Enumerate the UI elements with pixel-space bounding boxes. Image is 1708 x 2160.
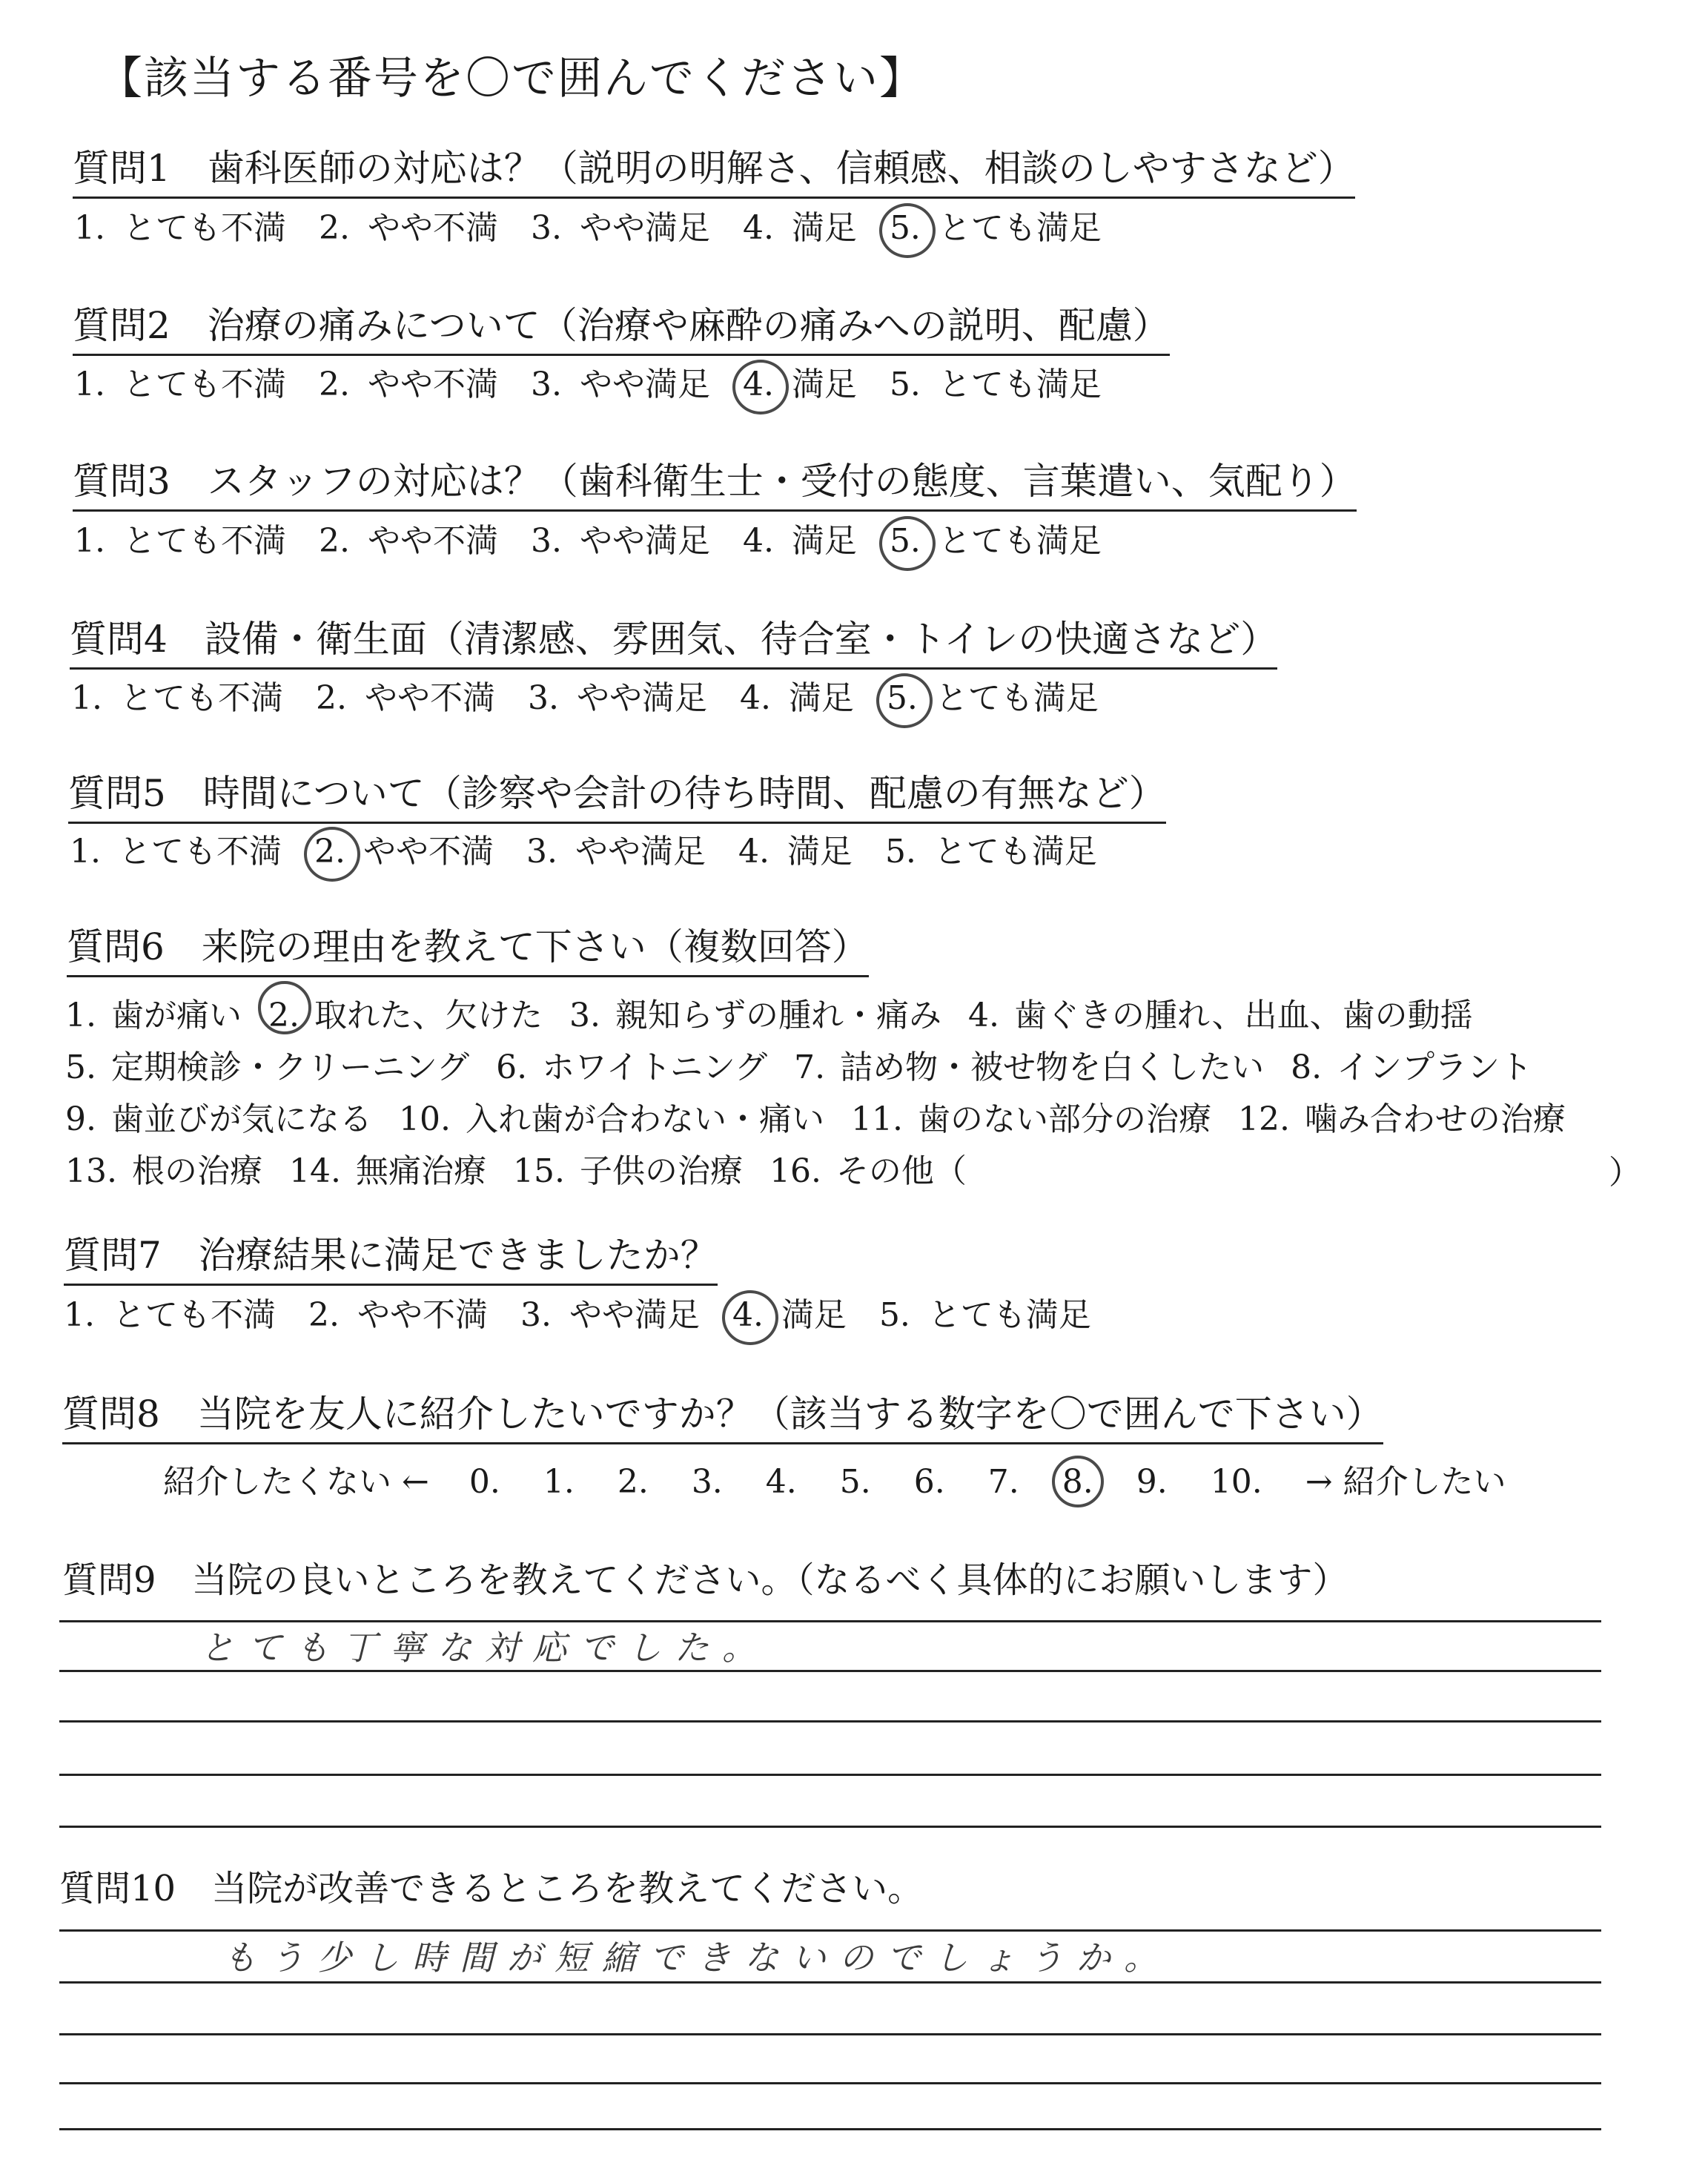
reason-row — [65, 1094, 1592, 1146]
option-label: やや満足 — [569, 1296, 700, 1334]
option-label: やや不満 — [367, 522, 498, 560]
option-number: 3. — [569, 997, 600, 1034]
option-label: やや不満 — [367, 366, 498, 403]
option-number: 3. — [526, 833, 557, 871]
scale-number: 8. — [1062, 1463, 1093, 1501]
option-label: ホワイトニング — [542, 1048, 768, 1086]
reason-option — [569, 990, 941, 1042]
option-label: 歯並びが気になる — [110, 1100, 372, 1138]
option-number: 9. — [65, 1100, 96, 1138]
answer-line — [59, 2033, 1601, 2035]
option — [527, 679, 707, 717]
question-6-options — [65, 990, 1592, 1198]
option-number: 3. — [527, 679, 559, 717]
option-label: とても満足 — [938, 366, 1102, 403]
reason-option — [65, 990, 242, 1042]
option-label: 満足 — [788, 679, 854, 717]
option-number: 16. — [769, 1152, 821, 1190]
option-number: 2. — [318, 522, 350, 560]
option-label: 取れた、欠けた — [314, 997, 543, 1034]
scale-number: 0. — [469, 1463, 500, 1501]
option-number: 8. — [1291, 1048, 1323, 1086]
option-label: 子供の治療 — [579, 1152, 743, 1190]
option — [742, 366, 857, 403]
question-1-options — [74, 209, 1134, 247]
option-number: 7. — [794, 1048, 826, 1086]
option-number: 4. — [738, 833, 769, 871]
answer-line — [59, 1720, 1601, 1723]
form-title: 【該当する番号を〇で囲んでください】 — [98, 53, 925, 105]
option-number: 4. — [742, 366, 774, 403]
question-6-heading: 質問6 来院の理由を教えて下さい（複数回答） — [67, 927, 869, 977]
option-number: 2. — [268, 990, 299, 1042]
option-label: とても不満 — [112, 1296, 276, 1334]
option — [884, 833, 1097, 871]
reason-row — [65, 990, 1592, 1042]
reason-option — [968, 990, 1473, 1042]
option — [71, 679, 283, 717]
option-label: インプラント — [1337, 1048, 1533, 1086]
reason-option — [268, 990, 543, 1042]
option — [315, 679, 495, 717]
option-label: 満足 — [787, 833, 853, 871]
answer-line — [59, 1670, 1601, 1672]
option-label: とても満足 — [938, 209, 1102, 247]
option — [738, 833, 853, 871]
option-number: 5. — [886, 679, 918, 717]
option-label: 根の治療 — [131, 1152, 262, 1190]
reason-row — [65, 1042, 1592, 1094]
option-label: その他（ — [835, 1152, 967, 1190]
option-number: 4. — [967, 997, 999, 1034]
option-number: 4. — [732, 1296, 764, 1334]
option — [530, 522, 710, 560]
option-label: 噛み合わせの治療 — [1304, 1100, 1566, 1138]
option-number: 5. — [889, 366, 921, 403]
option — [70, 833, 282, 871]
option — [526, 833, 706, 871]
option-number: 15. — [512, 1152, 565, 1190]
option-number: 5. — [889, 522, 921, 560]
reason-option — [65, 1094, 372, 1146]
option — [74, 522, 286, 560]
reason-option — [289, 1146, 486, 1198]
option-number: 5. — [884, 833, 916, 871]
question-4-heading: 質問4 設備・衛生面（清潔感、雰囲気、待合室・トイレの快適さなど） — [70, 619, 1277, 670]
option-number: 5. — [65, 1048, 96, 1086]
option — [878, 1296, 1091, 1334]
option-label: やや満足 — [576, 679, 707, 717]
option-number: 2. — [318, 209, 350, 247]
question-7-options — [64, 1296, 1124, 1334]
option-number: 1. — [70, 833, 101, 871]
option-number: 4. — [742, 209, 774, 247]
option-number: 11. — [850, 1100, 903, 1138]
scale-number: 10. — [1210, 1463, 1262, 1501]
scale-number: 2. — [617, 1463, 649, 1501]
question-3-heading: 質問3 スタッフの対応は？（歯科衛生士・受付の態度、言葉遣い、気配り） — [73, 461, 1357, 512]
option — [732, 1296, 847, 1334]
answer-line — [59, 2128, 1601, 2130]
option-label: 無痛治療 — [355, 1152, 486, 1190]
reason-option — [65, 1042, 469, 1094]
option — [318, 366, 498, 403]
option-label: やや満足 — [579, 209, 710, 247]
option-number: 2. — [318, 366, 350, 403]
reason-option — [851, 1094, 1211, 1146]
option — [886, 679, 1099, 717]
option-label: とても満足 — [933, 833, 1097, 871]
option — [318, 522, 498, 560]
option-number: 2. — [308, 1296, 340, 1334]
question-5-heading: 質問5 時間について（診察や会計の待ち時間、配慮の有無など） — [68, 773, 1166, 824]
question-9-answer: とても丁寧な対応でした。 — [200, 1628, 769, 1668]
reason-option — [1291, 1042, 1532, 1094]
option-label: 親知らずの腫れ・痛み — [615, 997, 941, 1034]
question-1-heading: 質問1 歯科医師の対応は？（説明の明解さ、信頼感、相談のしやすさなど） — [73, 148, 1355, 199]
option-number: 14. — [288, 1152, 341, 1190]
option — [314, 833, 494, 871]
option-number: 1. — [74, 366, 105, 403]
option-number: 2. — [315, 679, 347, 717]
reason-option — [513, 1146, 743, 1198]
scale-number: 9. — [1136, 1463, 1168, 1501]
option-number: 6. — [496, 1048, 528, 1086]
option-label: やや満足 — [575, 833, 706, 871]
option-number: 5. — [889, 209, 921, 247]
option — [74, 366, 286, 403]
scale-left-label: 紹介したくない ← — [163, 1463, 429, 1501]
option-label: 詰め物・被せ物を白くしたい — [840, 1048, 1265, 1086]
reason-option — [65, 1146, 262, 1198]
option-number: 4. — [739, 679, 771, 717]
option-label: やや満足 — [579, 522, 710, 560]
option — [889, 366, 1102, 403]
option-label: とても不満 — [122, 209, 286, 247]
question-7-heading: 質問7 治療結果に満足できましたか？ — [64, 1235, 718, 1286]
option-label: 歯ぐきの腫れ、出血、歯の動揺 — [1013, 997, 1473, 1034]
question-9-heading: 質問9 当院の良いところを教えてください。（なるべく具体的にお願いします） — [62, 1559, 1348, 1601]
option-label: やや不満 — [364, 679, 495, 717]
answer-line — [59, 1981, 1601, 1984]
option-number: 1. — [65, 997, 96, 1034]
option-number: 3. — [530, 366, 562, 403]
option-label: 満足 — [781, 1296, 847, 1334]
option-label: やや不満 — [357, 1296, 488, 1334]
question-10-answer: もう少し時間が短縮できないのでしょうか。 — [222, 1938, 1171, 1978]
option-number: 12. — [1237, 1100, 1290, 1138]
option-label: とても満足 — [927, 1296, 1091, 1334]
scale-number: 1. — [543, 1463, 575, 1501]
option — [318, 209, 498, 247]
option-number: 1. — [71, 679, 102, 717]
option — [889, 209, 1102, 247]
option-label: 歯が痛い — [110, 997, 242, 1034]
other-close-paren: ） — [1609, 1154, 1641, 1192]
option-number: 2. — [314, 833, 345, 871]
option — [530, 209, 710, 247]
option-number: 10. — [398, 1100, 451, 1138]
scale-number: 4. — [765, 1463, 797, 1501]
option-number: 1. — [74, 522, 105, 560]
option-label: とても不満 — [119, 679, 283, 717]
reason-option — [399, 1094, 824, 1146]
reason-row — [65, 1146, 1592, 1198]
scale-number: 3. — [691, 1463, 723, 1501]
option-label: やや不満 — [363, 833, 494, 871]
reason-option — [1238, 1094, 1566, 1146]
reason-option — [496, 1042, 767, 1094]
option-label: 定期検診・クリーニング — [110, 1048, 470, 1086]
option — [64, 1296, 276, 1334]
option-label: とても不満 — [118, 833, 282, 871]
option-label: とても不満 — [122, 366, 286, 403]
option-number: 4. — [742, 522, 774, 560]
question-2-heading: 質問2 治療の痛みについて（治療や麻酔の痛みへの説明、配慮） — [73, 305, 1170, 356]
option-label: 満足 — [791, 209, 857, 247]
question-8-heading: 質問8 当院を友人に紹介したいですか？（該当する数字を〇で囲んで下さい） — [62, 1394, 1383, 1444]
option-label: 歯のない部分の治療 — [917, 1100, 1211, 1138]
scale-number: 6. — [913, 1463, 945, 1501]
option-label: 入れ歯が合わない・痛い — [465, 1100, 824, 1138]
scale-number: 5. — [839, 1463, 871, 1501]
option-label: 満足 — [791, 366, 857, 403]
option — [742, 209, 857, 247]
question-5-options — [70, 833, 1130, 871]
option-label: とても不満 — [122, 522, 286, 560]
recommend-scale — [163, 1455, 1506, 1502]
reason-option — [794, 1042, 1264, 1094]
option — [742, 522, 857, 560]
option — [74, 209, 286, 247]
option-number: 3. — [520, 1296, 552, 1334]
option-number: 5. — [878, 1296, 910, 1334]
option-number: 1. — [74, 209, 105, 247]
answer-line — [59, 1826, 1601, 1828]
question-3-options — [74, 522, 1134, 560]
question-2-options — [74, 366, 1134, 403]
option — [520, 1296, 700, 1334]
question-4-options — [71, 679, 1131, 717]
option-label: 満足 — [791, 522, 857, 560]
scale-right-label: → 紹介したい — [1305, 1463, 1506, 1501]
option-number: 1. — [64, 1296, 95, 1334]
answer-line — [59, 2082, 1601, 2084]
question-10-heading: 質問10 当院が改善できるところを教えてください。 — [59, 1868, 924, 1909]
answer-line — [59, 1774, 1601, 1776]
reason-option — [769, 1146, 967, 1198]
option-number: 3. — [530, 209, 562, 247]
scale-number: 7. — [987, 1463, 1019, 1501]
option-number: 13. — [65, 1152, 117, 1190]
option — [889, 522, 1102, 560]
option-label: やや満足 — [579, 366, 710, 403]
option — [739, 679, 854, 717]
option-label: やや不満 — [367, 209, 498, 247]
option — [530, 366, 710, 403]
option-number: 3. — [530, 522, 562, 560]
option-label: とても満足 — [938, 522, 1102, 560]
option — [308, 1296, 488, 1334]
option-label: とても満足 — [935, 679, 1099, 717]
